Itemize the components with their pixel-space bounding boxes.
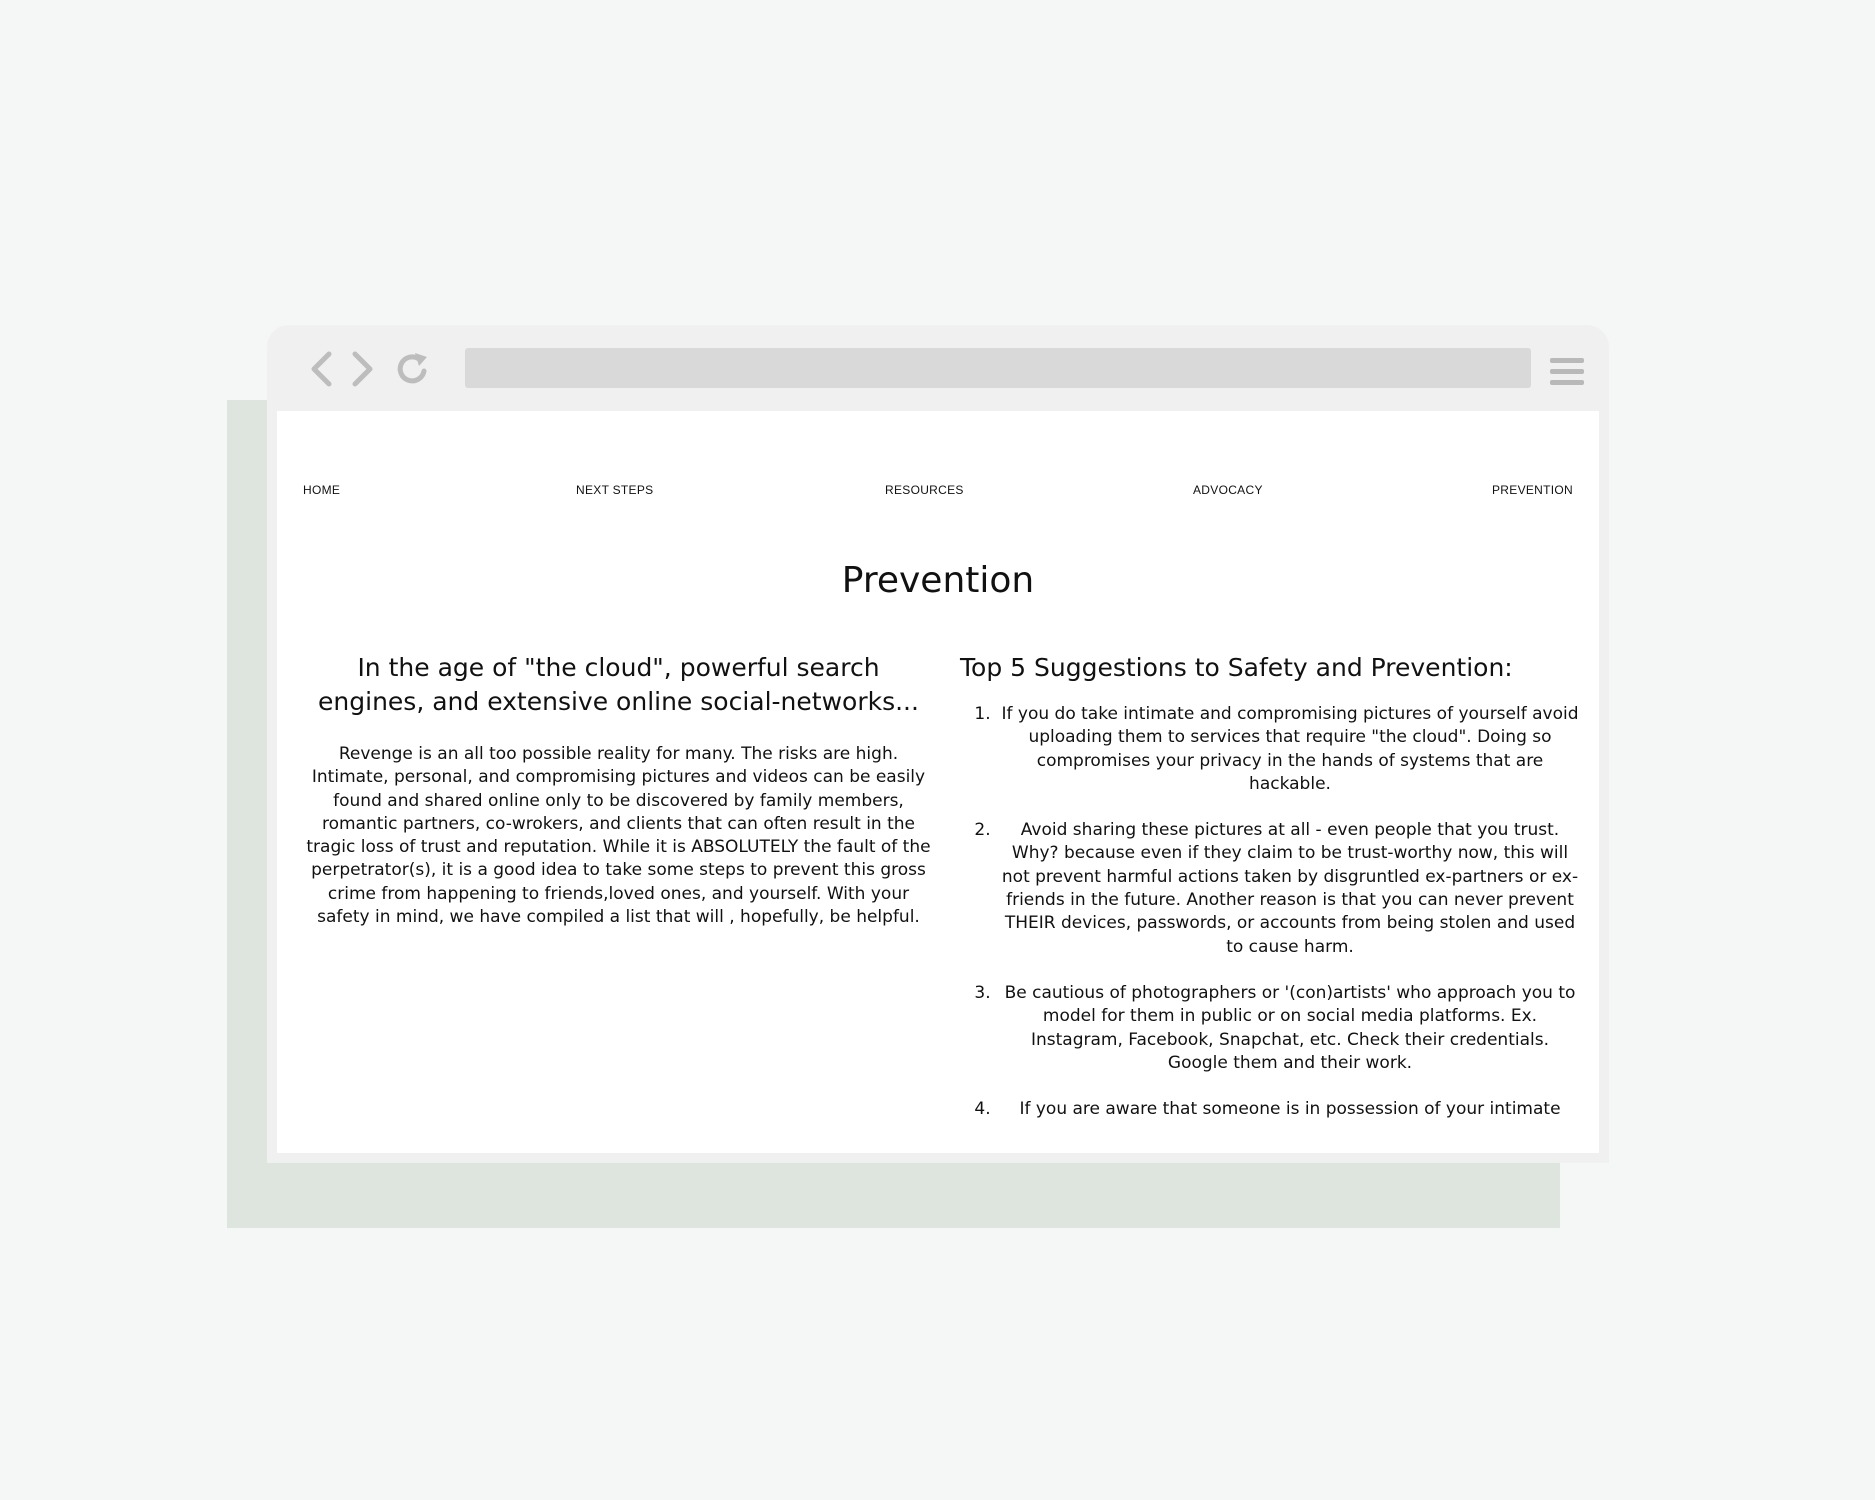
list-item: 1. If you do take intimate and compromising pictures of yourself avoid uploading them to services that require "the cloud". Doing so compromises your privacy in the hands of systems that are hackable.	[996, 703, 1580, 796]
hamburger-menu-icon	[1550, 380, 1584, 385]
site-navigation	[277, 483, 1599, 503]
nav-link-advocacy[interactable]: ADVOCACY	[1193, 483, 1263, 497]
nav-link-resources[interactable]: RESOURCES	[885, 483, 964, 497]
intro-body: Revenge is an all too possible reality for many. The risks are high. Intimate, personal, and compromising pictures and videos can be easily found and shared online only to be discovered by family members, romantic partners, co-wrokers, and clients that can often result in the tragic loss of trust and reputation. While it is ABSOLUTELY the fault of the perpetrator(s), it is a good idea to take some steps to prevent this gross crime from happening to friends,loved ones, and yourself. With your safety in mind, we have compiled a list that will , hopefully, be helpful.	[306, 744, 931, 928]
suggestions-list	[960, 703, 1580, 1121]
chevron-left-icon	[308, 350, 334, 388]
page-title: Prevention	[841, 560, 1035, 601]
suggestions-section	[960, 651, 1580, 1144]
chevron-right-icon	[350, 350, 376, 388]
nav-link-prevention[interactable]: PREVENTION	[1492, 483, 1574, 497]
intro-section	[303, 651, 934, 929]
list-item: 3. Be cautious of photographers or '(con)artists' who approach you to model for them in public or on social media platforms. Ex. Instagram, Facebook, Snapchat, etc. Check their credentials. Google them and their work.	[996, 982, 1580, 1075]
hamburger-menu-icon	[1550, 358, 1584, 363]
browser-menu-button[interactable]	[1547, 351, 1587, 391]
list-item: 2. Avoid sharing these pictures at all - even people that you trust. Why? because even if they claim to be trust-worthy now, this will not prevent harmful actions taken by disgruntled ex-partners or ex-friends in the future. Another reason is that you can never prevent THEIR devices, passwords, or accounts from being stolen and used to cause harm.	[996, 819, 1580, 959]
nav-link-home[interactable]: HOME	[303, 483, 341, 497]
browser-toolbar	[267, 325, 1609, 411]
address-bar[interactable]	[465, 348, 1531, 388]
browser-window	[267, 325, 1609, 1163]
reload-button[interactable]	[391, 345, 435, 393]
reload-icon	[393, 349, 433, 389]
hamburger-menu-icon	[1550, 369, 1584, 374]
list-item: 4. If you are aware that someone is in possession of your intimate	[996, 1098, 1580, 1121]
suggestions-heading: Top 5 Suggestions to Safety and Prevention:	[960, 653, 1513, 682]
forward-button[interactable]	[341, 345, 385, 393]
back-button[interactable]	[299, 345, 343, 393]
page-viewport[interactable]	[277, 411, 1599, 1153]
intro-heading: In the age of "the cloud", powerful search engines, and extensive online social-networks...	[318, 653, 919, 716]
nav-link-next-steps[interactable]: NEXT STEPS	[576, 483, 654, 497]
